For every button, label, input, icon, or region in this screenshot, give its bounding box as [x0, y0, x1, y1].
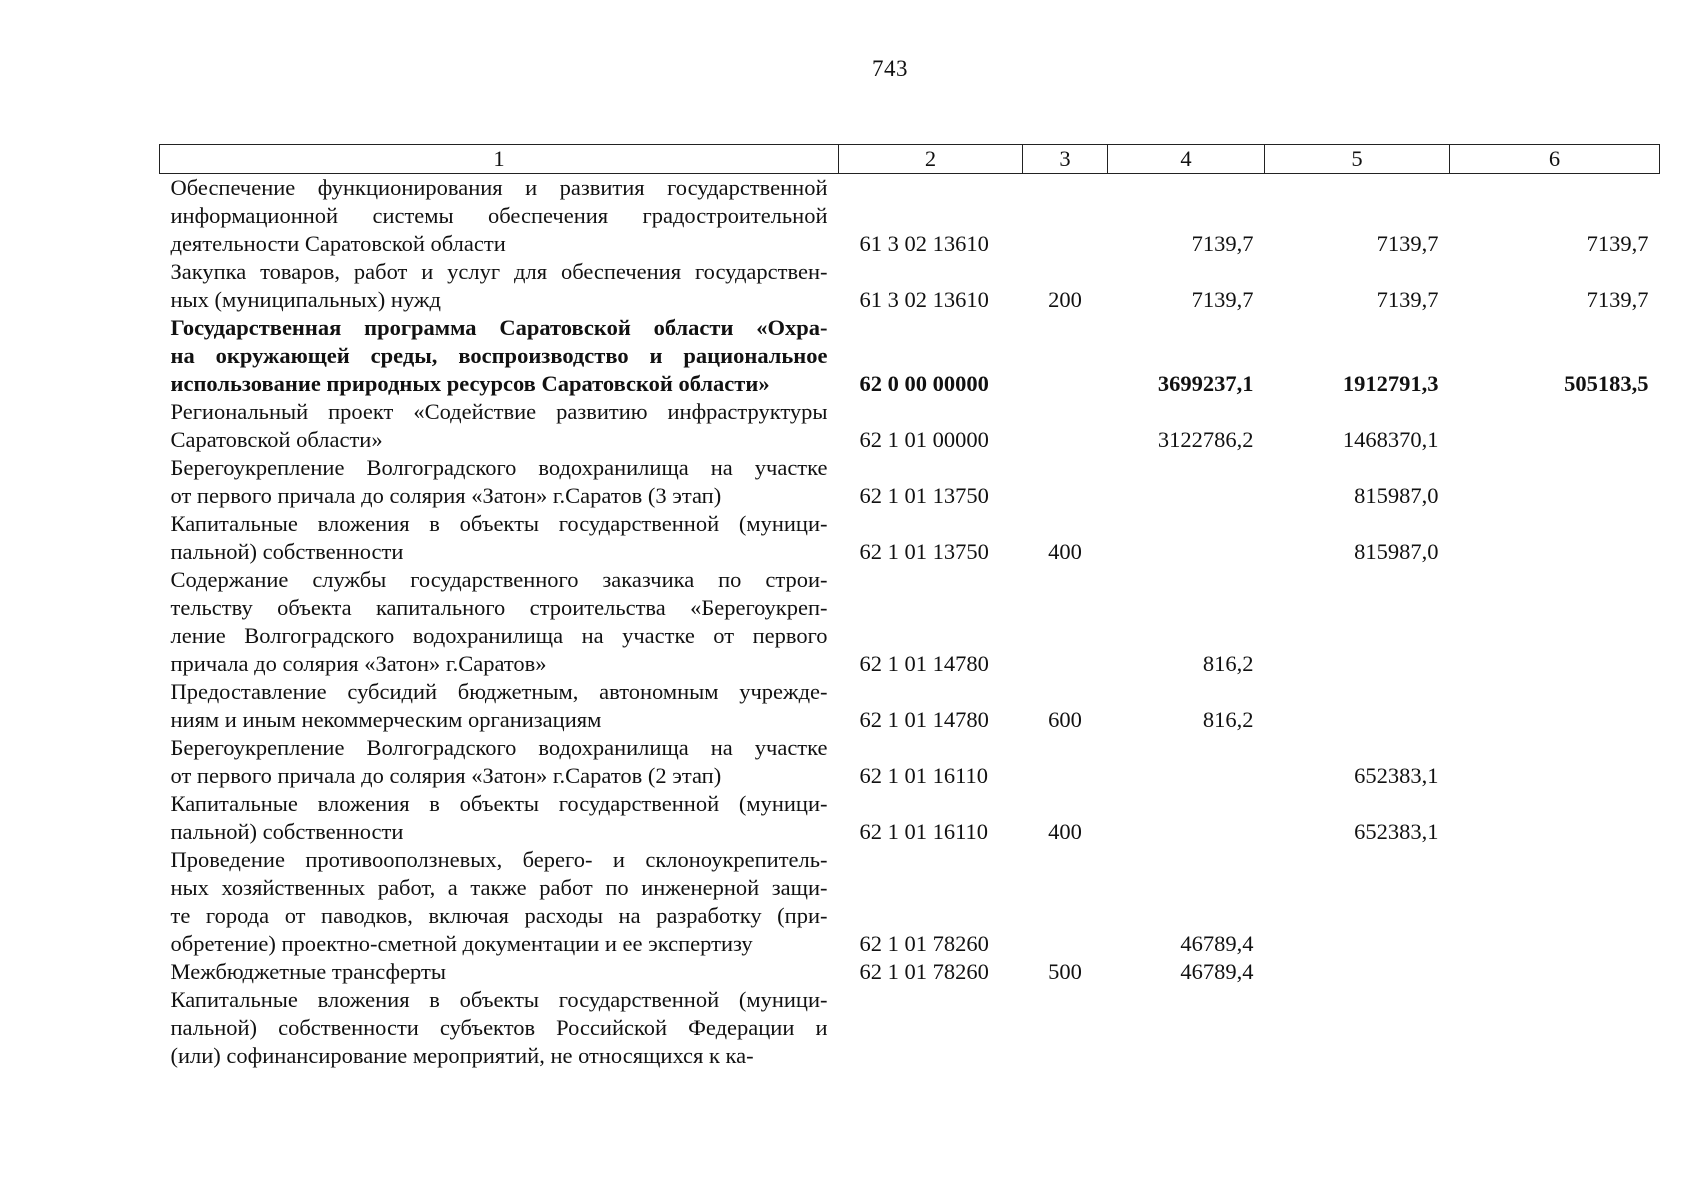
table-row: [160, 174, 1660, 259]
target-article-code: 62 1 01 16110: [859, 819, 989, 844]
row-description: [160, 258, 839, 314]
amount-column-6: [1450, 566, 1660, 678]
column-header-3: 3: [1023, 145, 1108, 174]
amount-column-4: [1108, 510, 1265, 566]
amount-column-4: [1108, 734, 1265, 790]
table-row: [160, 454, 1660, 510]
page-number: 743: [872, 56, 908, 81]
amount-column-5: 1912791,3: [1342, 371, 1439, 396]
amount-column-4: 7139,7: [1191, 287, 1254, 312]
column-header-6: 6: [1450, 145, 1660, 174]
amount-column-5: [1265, 566, 1450, 678]
expense-type-code: 400: [1048, 819, 1082, 844]
description-line: (или) софинансирование мероприятий, не относящихся к ка-: [170, 1043, 754, 1068]
amount-column-6: [1450, 734, 1660, 790]
description-line: Региональный проект «Содействие развитию инфраструктуры: [170, 399, 828, 424]
amount-column-4: 3122786,2: [1157, 427, 1254, 452]
amount-column-6: [1450, 678, 1660, 734]
table-body: [160, 174, 1660, 1071]
target-article-code: 62 1 01 78260: [859, 931, 989, 956]
description-line: обретение) проектно-сметной документации и ее экспертизу: [170, 931, 753, 956]
description-line: информационной системы обеспечения градостроительной: [170, 203, 828, 228]
amount-column-5: [1265, 958, 1450, 986]
target-article-code: 62 1 01 16110: [859, 763, 989, 788]
row-description: [160, 846, 839, 958]
amount-column-6: [1450, 454, 1660, 510]
description-line: пальной) собственности: [170, 539, 404, 564]
table-row: [160, 678, 1660, 734]
description-line: тельству объекта капитального строительства «Берегоукреп-: [170, 595, 828, 620]
amount-column-5: 815987,0: [1354, 539, 1439, 564]
description-line: от первого причала до солярия «Затон» г.Саратов (2 этап): [170, 763, 722, 788]
description-line: использование природных ресурсов Саратовской области»: [170, 371, 770, 396]
description-line: ных (муниципальных) нужд: [170, 287, 441, 312]
expense-type-code: [1023, 174, 1108, 259]
description-line: деятельности Саратовской области: [170, 231, 506, 256]
expense-type-code: [1023, 454, 1108, 510]
table-row: [160, 398, 1660, 454]
target-article-code: 62 1 01 14780: [859, 707, 989, 732]
description-line: на окружающей среды, воспроизводство и рациональное: [170, 343, 828, 368]
table-row: [160, 958, 1660, 986]
description-line: Содержание службы государственного заказчика по строи-: [170, 567, 828, 592]
amount-column-6: [1450, 790, 1660, 846]
description-line: Обеспечение функционирования и развития государственной: [170, 175, 828, 200]
table-row: [160, 734, 1660, 790]
table-row: [160, 258, 1660, 314]
target-article-code: 62 1 01 13750: [859, 483, 989, 508]
budget-table: [159, 144, 1660, 1070]
column-header-4: 4: [1108, 145, 1265, 174]
description-line: Берегоукрепление Волгоградского водохранилища на участке: [170, 735, 828, 760]
amount-column-6: [1450, 398, 1660, 454]
amount-column-5: 652383,1: [1354, 819, 1439, 844]
amount-column-5: 7139,7: [1376, 287, 1439, 312]
row-description: [160, 566, 839, 678]
row-description: [160, 510, 839, 566]
table-row: [160, 566, 1660, 678]
amount-column-4: 7139,7: [1191, 231, 1254, 256]
amount-column-4: [1108, 454, 1265, 510]
description-line: ление Волгоградского водохранилища на участке от первого: [170, 623, 828, 648]
row-description: [160, 398, 839, 454]
target-article-code: 62 0 00 00000: [859, 371, 989, 396]
table-row: [160, 790, 1660, 846]
expense-type-code: 200: [1048, 287, 1082, 312]
target-article-code: 62 1 01 78260: [859, 959, 989, 984]
description-line: Предоставление субсидий бюджетным, автономным учрежде-: [170, 679, 828, 704]
description-line: ниям и иным некоммерческим организациям: [170, 707, 602, 732]
target-article-code: 62 1 01 14780: [859, 651, 989, 676]
description-line: от первого причала до солярия «Затон» г.Саратов (3 этап): [170, 483, 722, 508]
expense-type-code: [1023, 986, 1108, 1070]
table-header: [160, 145, 1660, 174]
description-line: те города от паводков, включая расходы на разработку (при-: [170, 903, 828, 928]
description-line: ных хозяйственных работ, а также работ по инженерной защи-: [170, 875, 828, 900]
row-description: [160, 790, 839, 846]
table-row: [160, 986, 1660, 1070]
target-article-code: 61 3 02 13610: [859, 231, 989, 256]
target-article-code: [839, 986, 1023, 1070]
amount-column-4: [1108, 790, 1265, 846]
expense-type-code: [1023, 314, 1108, 398]
description-line: Капитальные вложения в объекты государственной (муници-: [170, 511, 828, 536]
amount-column-4: 3699237,1: [1157, 371, 1254, 396]
row-description: [160, 454, 839, 510]
amount-column-4: 46789,4: [1180, 931, 1254, 956]
column-header-1: 1: [160, 145, 839, 174]
amount-column-5: [1265, 846, 1450, 958]
amount-column-5: 815987,0: [1354, 483, 1439, 508]
table-row: [160, 314, 1660, 398]
amount-column-4: 816,2: [1202, 707, 1254, 732]
amount-column-6: [1450, 986, 1660, 1070]
amount-column-5: 652383,1: [1354, 763, 1439, 788]
column-header-2: 2: [839, 145, 1023, 174]
amount-column-5: [1265, 986, 1450, 1070]
description-line: пальной) собственности: [170, 819, 404, 844]
table-row: [160, 510, 1660, 566]
row-description: [160, 734, 839, 790]
description-line: Государственная программа Саратовской области «Охра-: [170, 315, 828, 340]
amount-column-5: 1468370,1: [1342, 427, 1439, 452]
amount-column-6: [1450, 958, 1660, 986]
expense-type-code: 500: [1048, 959, 1082, 984]
description-line: Капитальные вложения в объекты государственной (муници-: [170, 791, 828, 816]
description-line: пальной) собственности субъектов Российской Федерации и: [170, 1015, 828, 1040]
row-description: [160, 678, 839, 734]
expense-type-code: [1023, 734, 1108, 790]
table-header-row: [160, 145, 1660, 174]
amount-column-6: 7139,7: [1586, 231, 1649, 256]
amount-column-4: [1108, 986, 1265, 1070]
budget-table-container: [159, 144, 1659, 1070]
target-article-code: 62 1 01 00000: [859, 427, 989, 452]
expense-type-code: [1023, 398, 1108, 454]
row-description: [160, 314, 839, 398]
table-row: [160, 846, 1660, 958]
row-description: [160, 958, 839, 986]
expense-type-code: [1023, 566, 1108, 678]
target-article-code: 62 1 01 13750: [859, 539, 989, 564]
expense-type-code: 600: [1048, 707, 1082, 732]
description-line: Капитальные вложения в объекты государственной (муници-: [170, 987, 828, 1012]
column-header-5: 5: [1265, 145, 1450, 174]
description-line: причала до солярия «Затон» г.Саратов»: [170, 651, 547, 676]
row-description: [160, 986, 839, 1070]
expense-type-code: [1023, 846, 1108, 958]
amount-column-5: 7139,7: [1376, 231, 1439, 256]
description-line: Берегоукрепление Волгоградского водохранилища на участке: [170, 455, 828, 480]
amount-column-6: [1450, 510, 1660, 566]
description-line: Саратовской области»: [170, 427, 383, 452]
description-line: Межбюджетные трансферты: [170, 959, 446, 984]
target-article-code: 61 3 02 13610: [859, 287, 989, 312]
description-line: Проведение противооползневых, берего- и склоноукрепитель-: [170, 847, 828, 872]
amount-column-6: 505183,5: [1564, 371, 1649, 396]
amount-column-4: 816,2: [1202, 651, 1254, 676]
description-line: Закупка товаров, работ и услуг для обеспечения государствен-: [170, 259, 828, 284]
row-description: [160, 174, 839, 259]
amount-column-4: 46789,4: [1180, 959, 1254, 984]
amount-column-5: [1265, 678, 1450, 734]
amount-column-6: [1450, 846, 1660, 958]
expense-type-code: 400: [1048, 539, 1082, 564]
amount-column-6: 7139,7: [1586, 287, 1649, 312]
